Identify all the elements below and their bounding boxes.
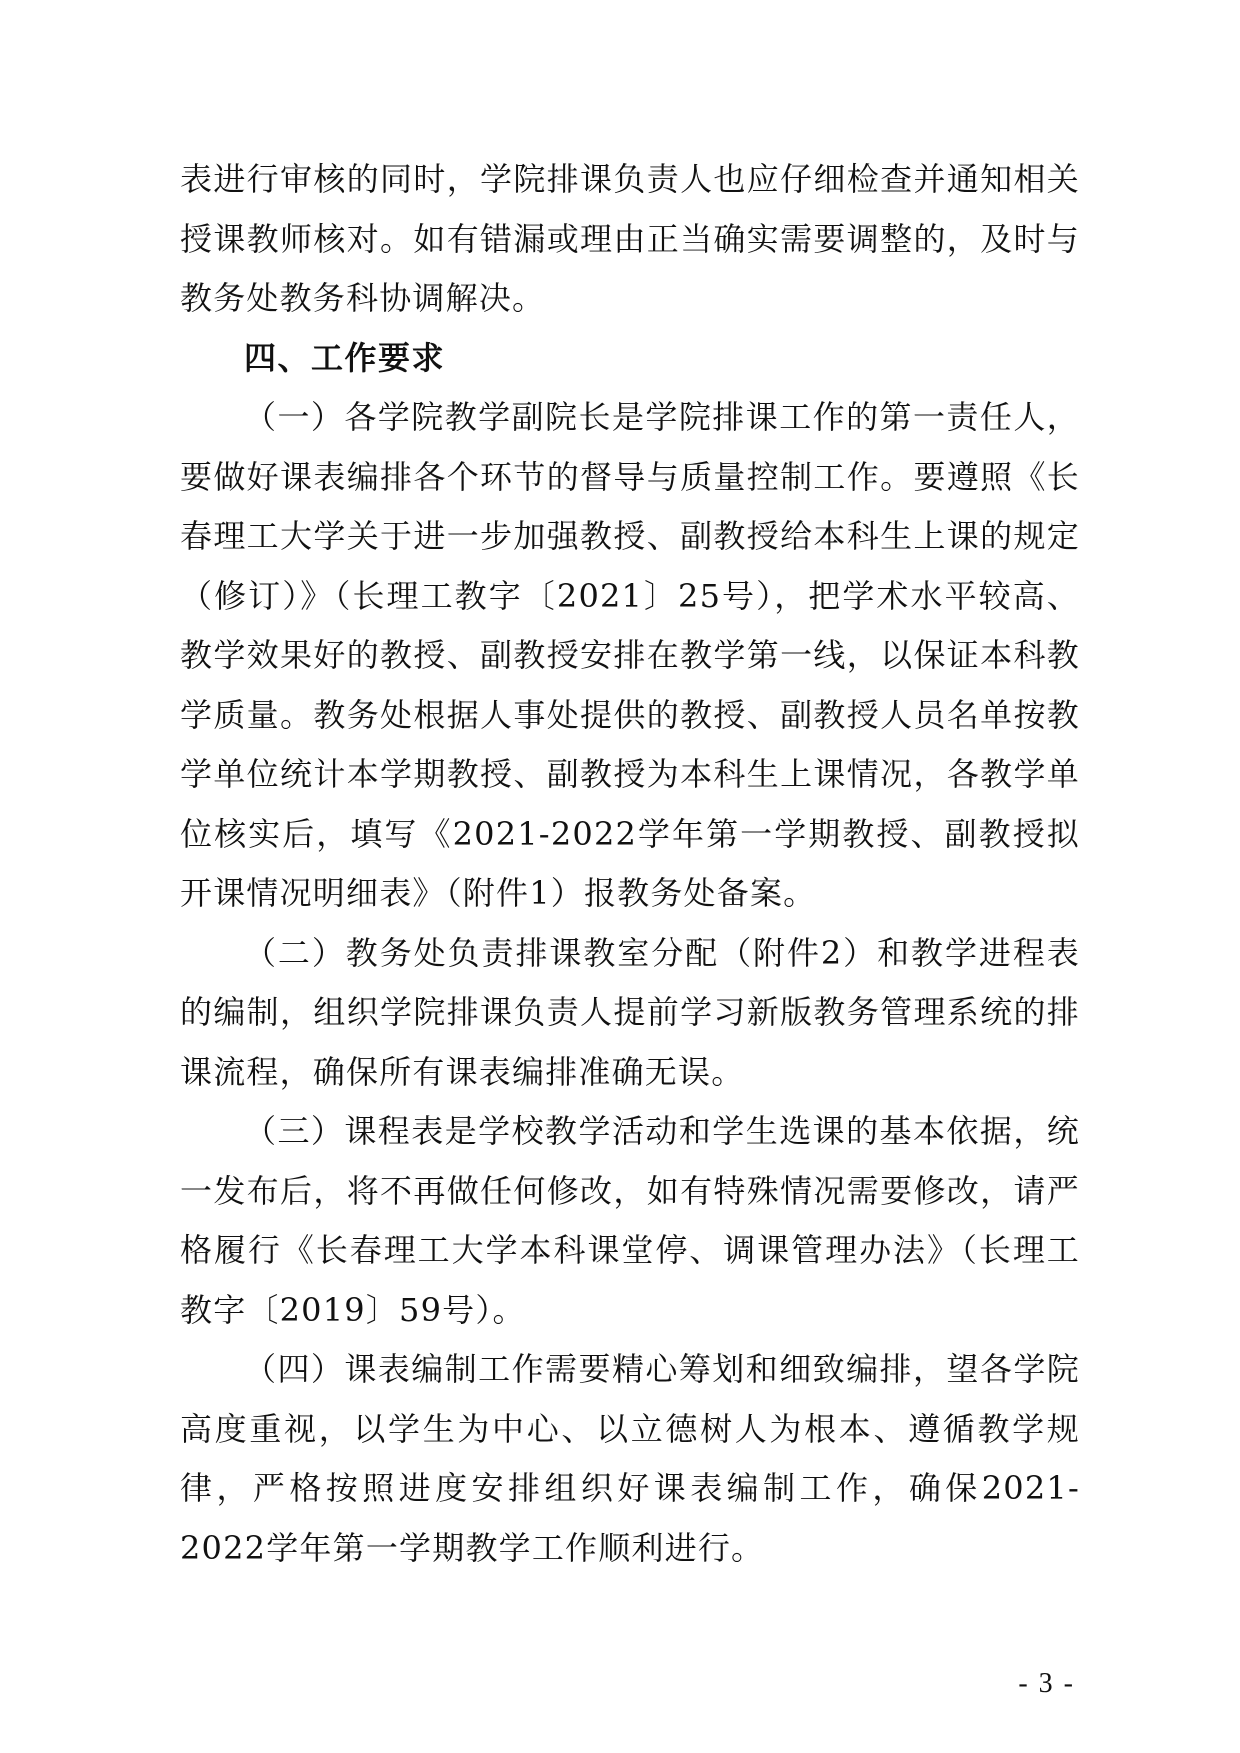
page-number: - 3 -: [1018, 1668, 1075, 1699]
paragraph-requirement-1: （一）各学院教学副院长是学院排课工作的第一责任人，要做好课表编排各个环节的督导与质量控制工作。要遵照《长春理工大学关于进一步加强教授、副教授给本科生上课的规定（修订）》（长理工教字〔2021〕25号），把学术水平较高、教学效果好的教授、副教授安排在教学第一线，以保证本科教学质量。教务处根据人事处提供的教授、副教授人员名单按教学单位统计本学期教授、副教授为本科生上课情况，各教学单位核实后，填写《2021-2022学年第一学期教授、副教授拟开课情况明细表》（附件1）报教务处备案。: [180, 398, 1080, 912]
paragraph-requirement-4: （四）课表编制工作需要精心筹划和细致编排，望各学院高度重视，以学生为中心、以立德树人为根本、遵循教学规律，严格按照进度安排组织好课表编制工作，确保2021-2022学年第一学期教学工作顺利进行。: [180, 1350, 1080, 1567]
section-heading-work-requirements: 四、工作要求: [244, 338, 446, 377]
paragraph-requirement-2: （二）教务处负责排课教室分配（附件2）和教学进程表的编制，组织学院排课负责人提前学习新版教务管理系统的排课流程，确保所有课表编排准确无误。: [180, 933, 1080, 1091]
document-body: [180, 150, 1080, 1578]
paragraph-continuation: 表进行审核的同时，学院排课负责人也应仔细检查并通知相关授课教师核对。如有错漏或理由正当确实需要调整的，及时与教务处教务科协调解决。: [180, 160, 1080, 317]
paragraph-requirement-3: （三）课程表是学校教学活动和学生选课的基本依据，统一发布后，将不再做任何修改，如有特殊情况需要修改，请严格履行《长春理工大学本科课堂停、调课管理办法》（长理工教字〔2019〕59号）。: [180, 1112, 1080, 1329]
